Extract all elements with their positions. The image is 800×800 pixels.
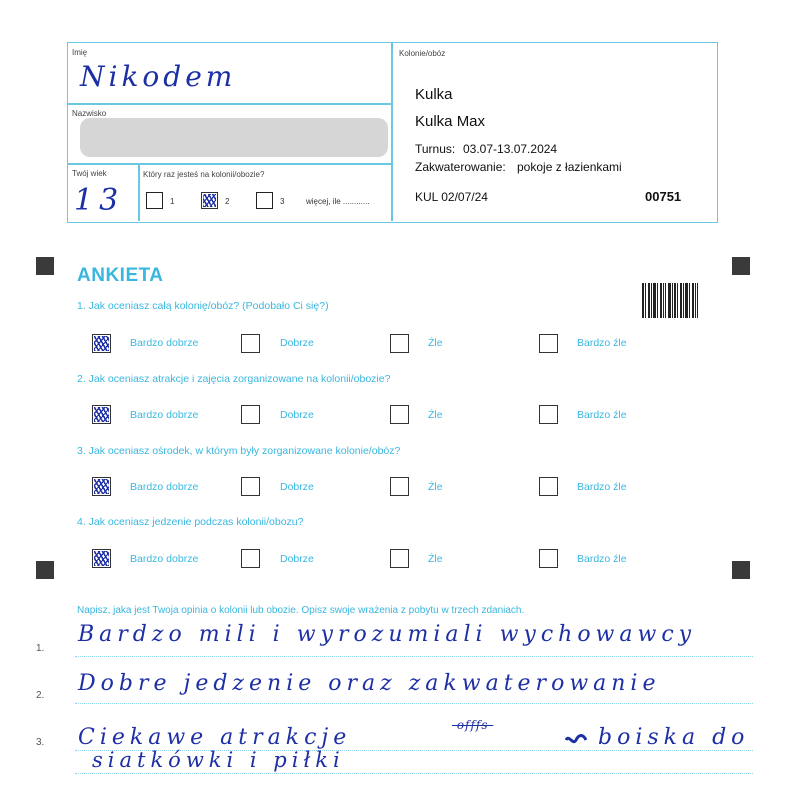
option-label: Bardzo źle <box>577 409 627 421</box>
question-3: 3. Jak oceniasz ośrodek, w którym były zorganizowane kolonie/obóz? <box>77 445 401 457</box>
question-1: 1. Jak oceniasz całą kolonię/obóz? (Podobało Ci się?) <box>77 300 329 312</box>
answer-line <box>75 703 753 704</box>
q1-checkbox-bardzo-dobrze[interactable] <box>92 334 111 353</box>
times-option-label: 3 <box>280 197 285 206</box>
q2-checkbox-bardzo-zle[interactable] <box>539 405 558 424</box>
q3-checkbox-bardzo-zle[interactable] <box>539 477 558 496</box>
camp-name: Kulka <box>415 86 453 103</box>
registration-mark <box>732 257 750 275</box>
option-label: Dobrze <box>280 409 314 421</box>
times-option-label: 1 <box>170 197 175 206</box>
opinion-instruction: Napisz, jaka jest Twoja opinia o kolonii lub obozie. Opisz swoje wrażenia z pobytu w trzech zdaniach. <box>77 605 525 616</box>
survey-title: ANKIETA <box>77 265 164 286</box>
camp-label: Kolonie/obóz <box>399 49 446 58</box>
barcode-icon <box>642 283 698 318</box>
answer-line-3b[interactable]: boiska do <box>598 725 750 750</box>
q4-checkbox-zle[interactable] <box>390 549 409 568</box>
camp-code: KUL 02/07/24 <box>415 190 488 204</box>
option-label: Bardzo źle <box>577 337 627 349</box>
q1-checkbox-dobrze[interactable] <box>241 334 260 353</box>
answer-line <box>75 773 753 774</box>
answer-line-1[interactable]: Bardzo mili i wyrozumiali wychowawcy <box>78 622 697 647</box>
option-label: Dobrze <box>280 481 314 493</box>
line-number: 1. <box>36 643 45 654</box>
divider <box>68 163 391 165</box>
turnus-value: 03.07-13.07.2024 <box>463 142 558 156</box>
option-label: Dobrze <box>280 337 314 349</box>
times-option-label: 2 <box>225 197 230 206</box>
question-4: 4. Jak oceniasz jedzenie podczas kolonii/obozu? <box>77 516 304 528</box>
turnus-label: Turnus: <box>415 142 456 156</box>
name-field[interactable]: Nikodem <box>80 60 237 93</box>
option-label: Bardzo źle <box>577 481 627 493</box>
accommodation-label: Zakwaterowanie: <box>415 160 506 174</box>
q1-checkbox-bardzo-zle[interactable] <box>539 334 558 353</box>
q3-checkbox-zle[interactable] <box>390 477 409 496</box>
camp-subname: Kulka Max <box>415 113 486 130</box>
answer-line-4[interactable]: siatkówki i piłki <box>92 748 345 772</box>
q1-checkbox-zle[interactable] <box>390 334 409 353</box>
q4-checkbox-dobrze[interactable] <box>241 549 260 568</box>
times-checkbox-2[interactable] <box>201 192 218 209</box>
form-number: 00751 <box>645 189 682 204</box>
q3-checkbox-dobrze[interactable] <box>241 477 260 496</box>
option-label: Bardzo dobrze <box>130 553 199 565</box>
option-label: Bardzo dobrze <box>130 337 199 349</box>
age-label: Twój wiek <box>72 169 107 178</box>
option-label: Źle <box>428 553 443 565</box>
line-number: 2. <box>36 690 45 701</box>
question-2: 2. Jak oceniasz atrakcje i zajęcia zorganizowane na kolonii/obozie? <box>77 373 391 385</box>
q4-checkbox-bardzo-zle[interactable] <box>539 549 558 568</box>
option-label: Źle <box>428 481 443 493</box>
registration-mark <box>36 561 54 579</box>
times-checkbox-1[interactable] <box>146 192 163 209</box>
answer-line-2[interactable]: Dobre jedzenie oraz zakwaterowanie <box>78 671 661 696</box>
line-number: 3. <box>36 737 45 748</box>
answer-line <box>75 656 753 657</box>
times-option-label: więcej, ile ............ <box>306 197 370 206</box>
accommodation-value: pokoje z łazienkami <box>517 160 622 174</box>
q2-checkbox-zle[interactable] <box>390 405 409 424</box>
times-label: Który raz jesteś na kolonii/obozie? <box>143 170 265 179</box>
scribble-icon <box>565 733 587 747</box>
name-label: Imię <box>72 48 88 57</box>
option-label: Bardzo dobrze <box>130 409 199 421</box>
crossed-out-text: offfs <box>452 718 494 732</box>
option-label: Bardzo dobrze <box>130 481 199 493</box>
q2-checkbox-dobrze[interactable] <box>241 405 260 424</box>
answer-line-3a[interactable]: Ciekawe atrakcje <box>78 725 352 750</box>
surname-redaction <box>80 118 388 157</box>
registration-mark <box>732 561 750 579</box>
age-field[interactable]: 13 <box>74 183 125 218</box>
registration-mark <box>36 257 54 275</box>
option-label: Źle <box>428 409 443 421</box>
option-label: Dobrze <box>280 553 314 565</box>
divider <box>68 103 391 105</box>
option-label: Bardzo źle <box>577 553 627 565</box>
surname-label: Nazwisko <box>72 109 107 118</box>
q3-checkbox-bardzo-dobrze[interactable] <box>92 477 111 496</box>
divider <box>138 163 140 221</box>
q4-checkbox-bardzo-dobrze[interactable] <box>92 549 111 568</box>
q2-checkbox-bardzo-dobrze[interactable] <box>92 405 111 424</box>
option-label: Źle <box>428 337 443 349</box>
times-checkbox-3[interactable] <box>256 192 273 209</box>
divider <box>391 43 393 221</box>
